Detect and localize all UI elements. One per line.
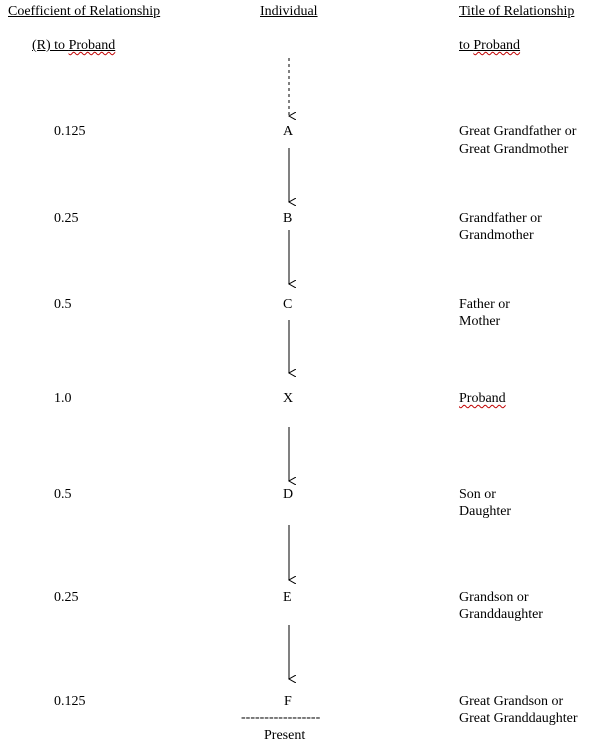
- coefficient-a: 0.125: [54, 124, 86, 139]
- individual-c: C: [283, 297, 293, 312]
- individual-f: F: [284, 694, 292, 709]
- title-b-line2: Grandmother: [459, 228, 534, 243]
- individual-d: D: [283, 487, 294, 502]
- individual-b: B: [283, 211, 293, 226]
- coefficient-header-proband-word: Proband: [68, 38, 116, 53]
- title-f-line1: Great Grandson or: [459, 694, 564, 709]
- coefficient-b: 0.25: [54, 211, 79, 226]
- title-d-line2: Daughter: [459, 504, 512, 519]
- title-f-line2: Great Granddaughter: [459, 711, 578, 726]
- title-a-line1: Great Grandfather or: [459, 124, 577, 139]
- individual-a: A: [283, 124, 294, 139]
- coefficient-e: 0.25: [54, 590, 79, 605]
- present-label: Present: [264, 728, 306, 743]
- coefficient-x: 1.0: [54, 391, 72, 406]
- coefficient-d: 0.5: [54, 487, 72, 502]
- title-c-line1: Father or: [459, 297, 510, 312]
- title-e-line1: Grandson or: [459, 590, 529, 605]
- title-d-line1: Son or: [459, 487, 496, 502]
- individual-x: X: [283, 391, 294, 406]
- coefficient-c: 0.5: [54, 297, 72, 312]
- title-a-line2: Great Grandmother: [459, 142, 569, 157]
- individual-header: Individual: [260, 4, 318, 19]
- coefficient-header-line1: Coefficient of Relationship: [8, 4, 161, 19]
- individual-e: E: [283, 590, 292, 605]
- present-divider: -----------------: [241, 710, 321, 725]
- title-c-line2: Mother: [459, 314, 501, 329]
- title-x-proband: Proband: [459, 391, 506, 406]
- title-header-proband-word: Proband: [473, 38, 521, 53]
- title-e-line2: Granddaughter: [459, 607, 543, 622]
- title-b-line1: Grandfather or: [459, 211, 542, 226]
- coefficient-header-prefix: (R) to: [32, 38, 69, 53]
- title-header: Title of Relationship: [459, 4, 575, 19]
- coefficient-f: 0.125: [54, 694, 86, 709]
- title-header-prefix: to: [459, 38, 474, 53]
